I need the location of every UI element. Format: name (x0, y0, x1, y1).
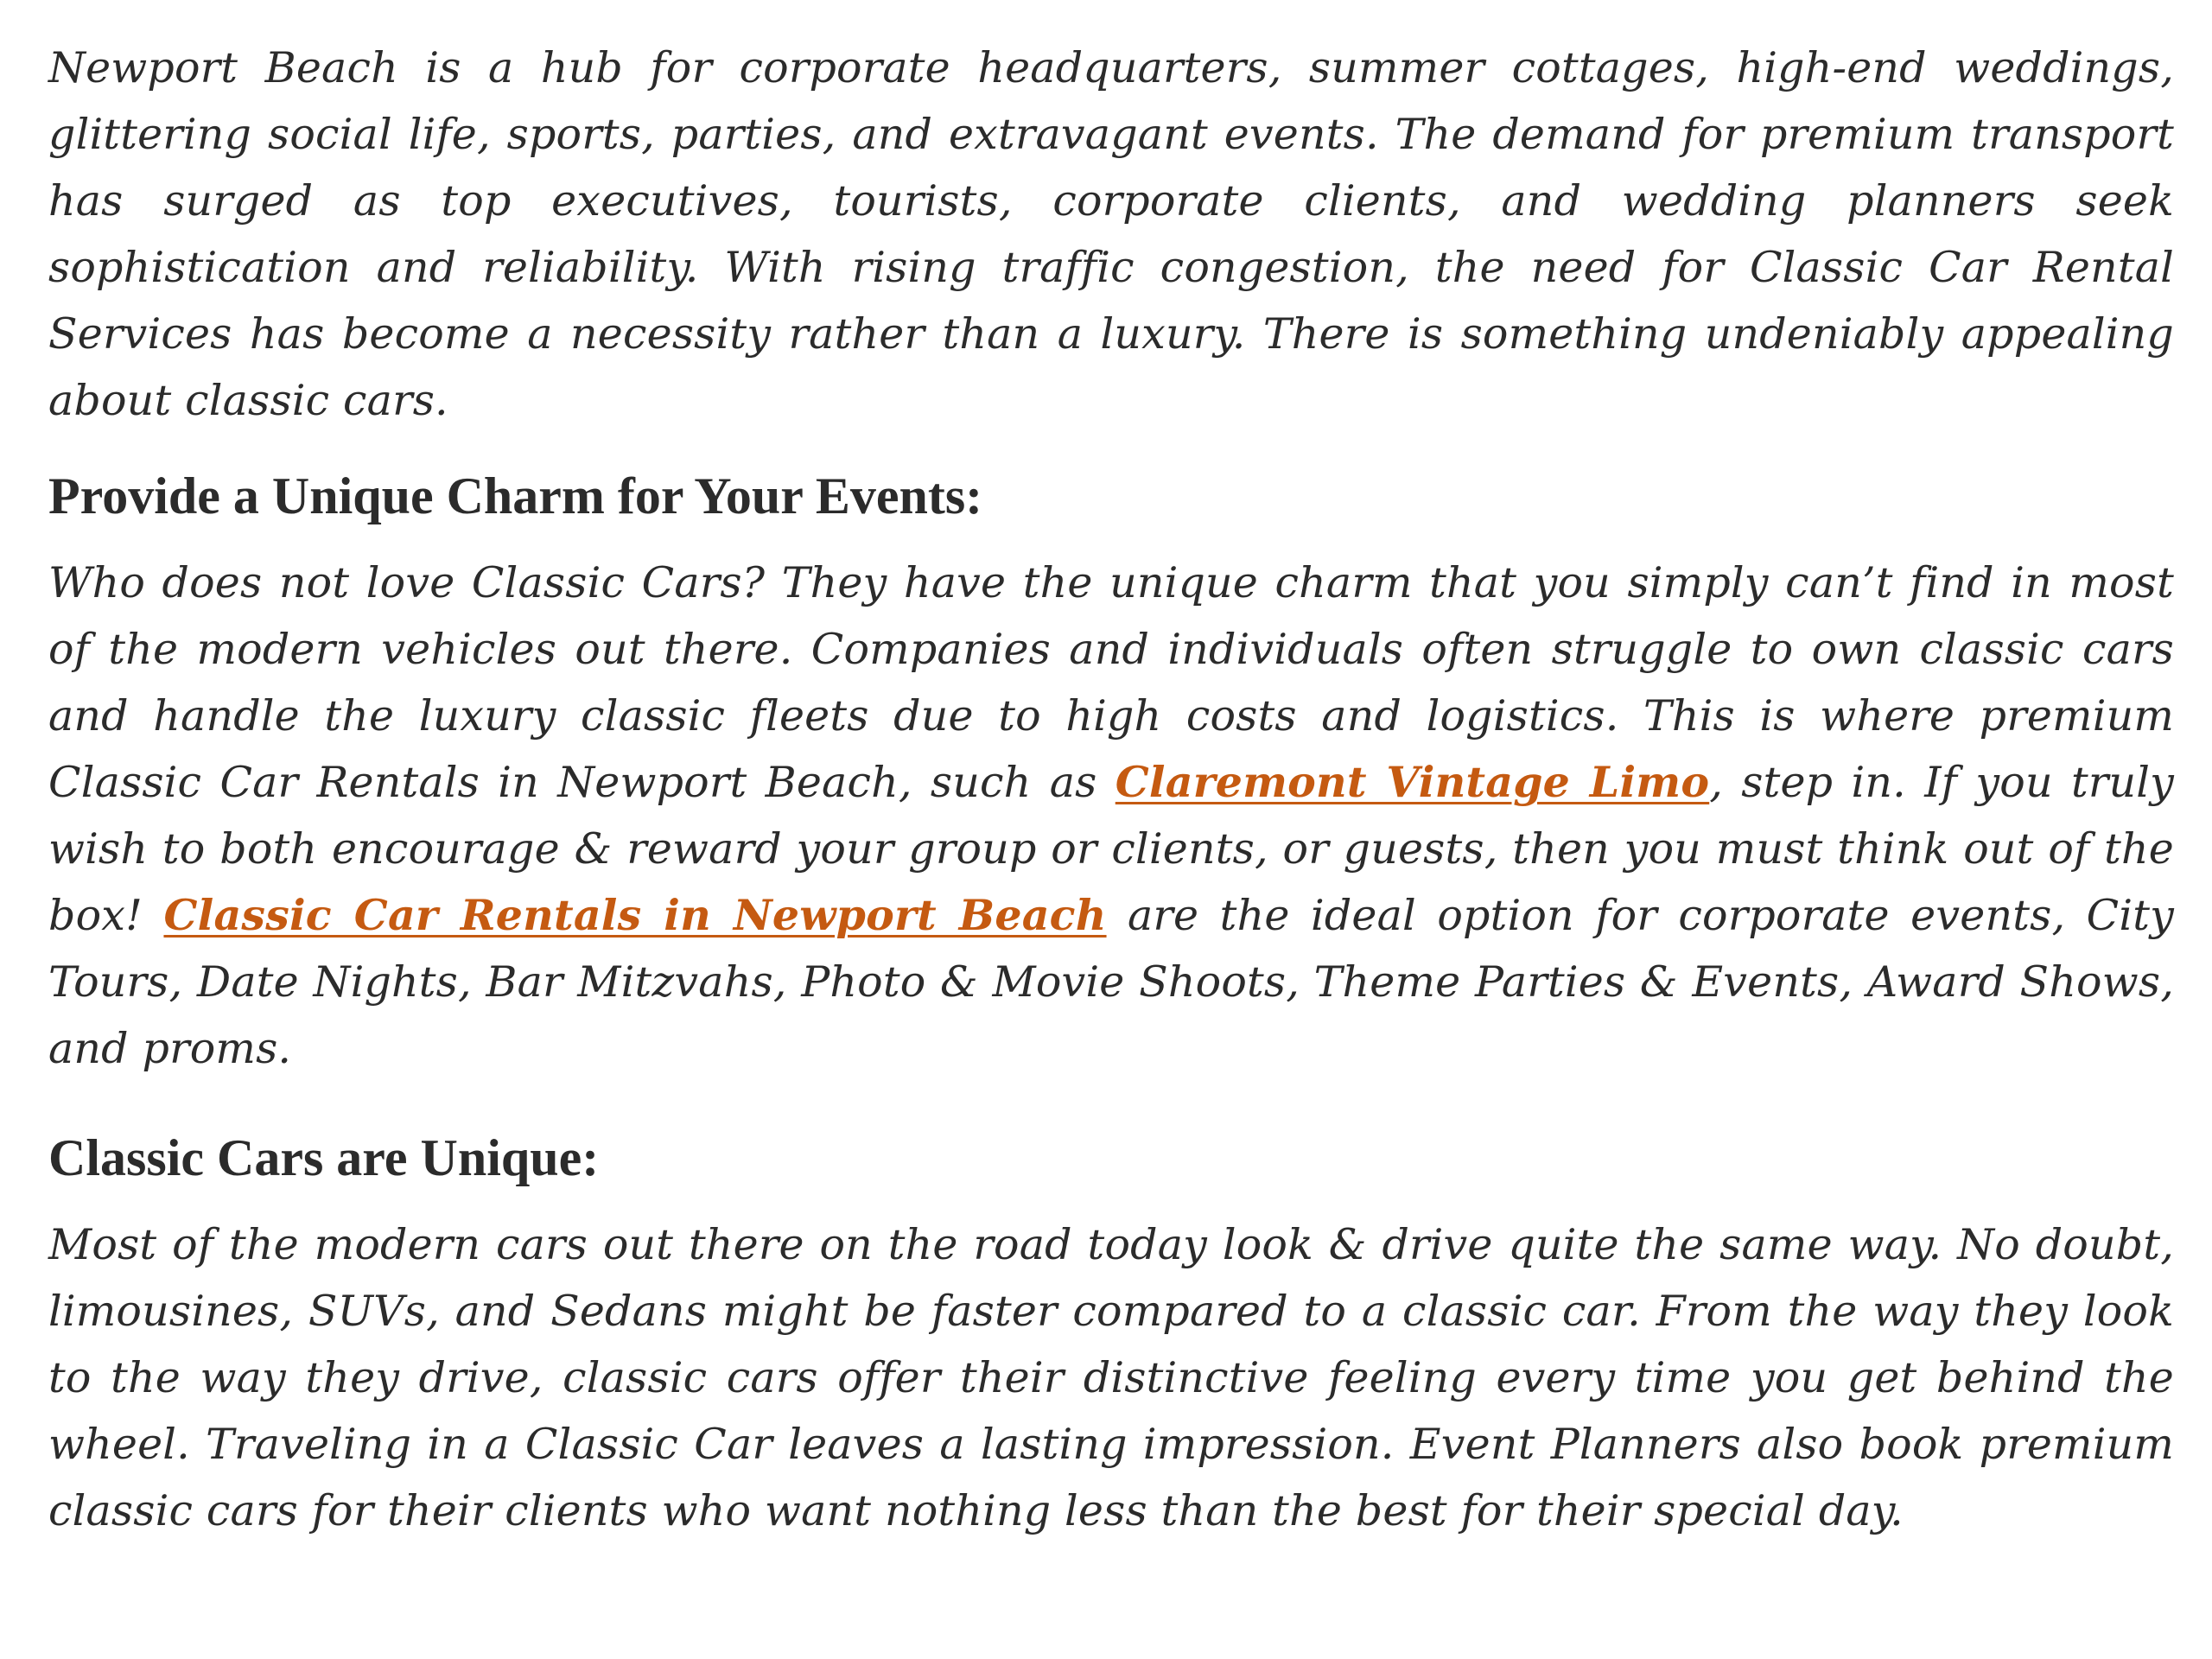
intro-paragraph: Newport Beach is a hub for corporate headquarters, summer cottages, high-end weddings, glittering social life, sports, parties, and extravagant events. The demand for premium transport has surged as top executives, tourists, corporate clients, and wedding planners seek sophistication and reliability. With rising traffic congestion, the need for Classic Car Rental Services has become a necessity rather than a luxury. There is something undeniably appealing about classic cars. (48, 43, 2174, 425)
paragraph-text: Who does not love Classic Cars? They have the unique charm that you simply can’t find in most of the modern vehicles out there. Companies and individuals often struggle to own classic cars and handle the luxury classic fleets due to high costs and logistics. This is where premium Classic Car Rentals in Newport Beach, such as (48, 558, 2174, 807)
classic-car-rentals-newport-beach-link[interactable]: Classic Car Rentals in Newport Beach (163, 890, 1107, 940)
classic-cars-unique-paragraph: Most of the modern cars out there on the road today look & drive quite the same way. No doubt, limousines, SUVs, and Sedans might be faster compared to a classic car. From the way they look to the way they drive, classic cars offer their distinctive feeling every time you get behind the wheel. Traveling in a Classic Car leaves a lasting impression. Event Planners also book premium classic cars for their clients who want nothing less than the best for their special day. (48, 1220, 2174, 1535)
unique-charm-paragraph (48, 550, 2174, 1082)
paragraph-text: , step in. If you truly wish to both encourage & reward your group or clients, or guests, then you must think out of the box! (48, 758, 2174, 940)
claremont-vintage-limo-link[interactable]: Claremont Vintage Limo (1115, 757, 1710, 807)
section-heading-classic-cars-unique: Classic Cars are Unique: (48, 1129, 600, 1186)
section-heading-unique-charm: Provide a Unique Charm for Your Events: (48, 467, 983, 524)
document-body (48, 35, 2174, 1544)
paragraph-text: are the ideal option for corporate events, City Tours, Date Nights, Bar Mitzvahs, Photo & Movie Shoots, Theme Parties & Events, Award Shows, and proms. (48, 891, 2175, 1073)
